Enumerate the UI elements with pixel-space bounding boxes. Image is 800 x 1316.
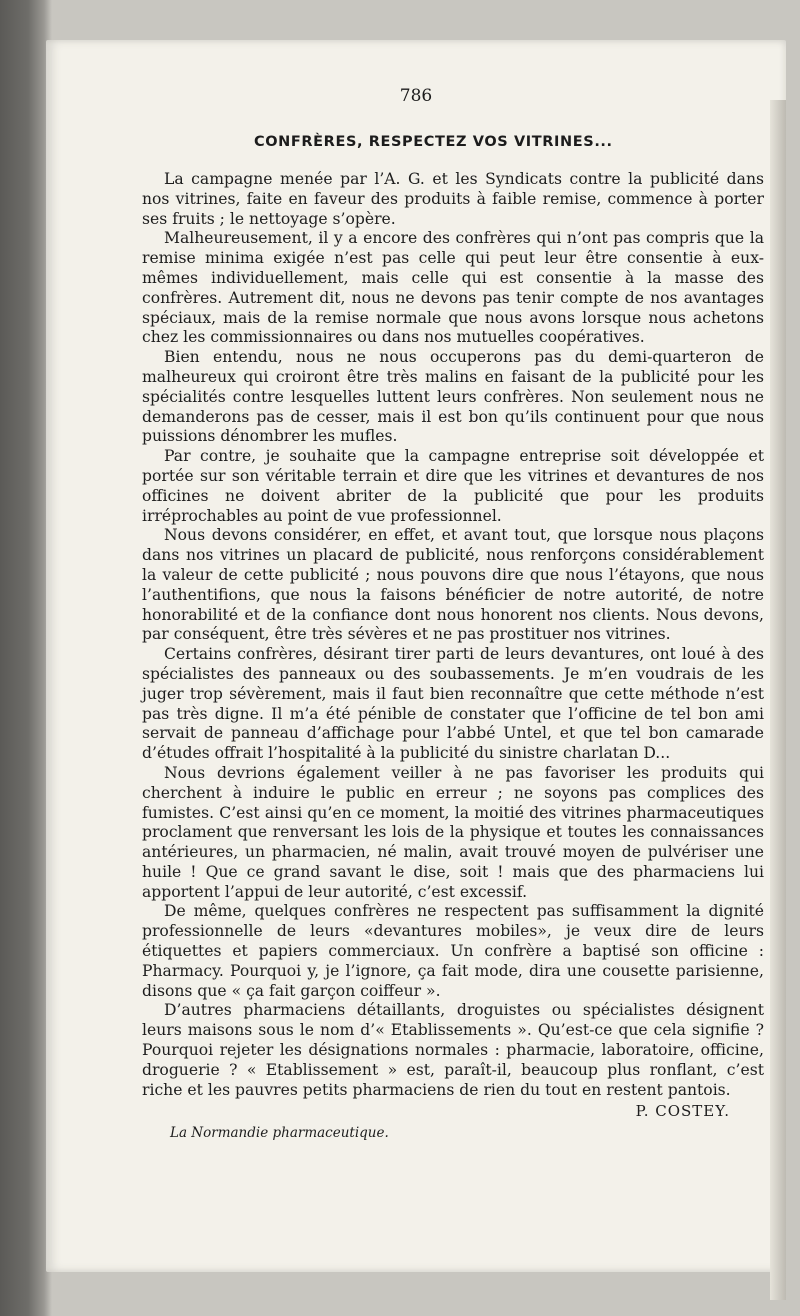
page-edge-shadow	[770, 100, 786, 1300]
author-signature: P. COSTEY.	[635, 1102, 730, 1121]
source-citation: La Normandie pharmaceutique.	[170, 1125, 389, 1142]
paragraph: Bien entendu, nous ne nous occuperons pas du demi-quarteron de malheureux qui croiront être très malins en faisant de la publicité pour les spécialités contre lesquelles luttent leurs confrères. Non seulement nous ne demanderons pas de cesser, mais il est bon qu’ils continuent pour que nous puissions dénombrer les mufles.	[142, 348, 764, 446]
page-number: 786	[399, 86, 433, 106]
paragraph: Par contre, je souhaite que la campagne entreprise soit développée et portée sur son véritable terrain et dire que les vitrines et devantures de nos officines ne doivent abriter de la publicité que pour les produits irréprochables au point de vue professionnel.	[142, 447, 764, 525]
paragraph: D’autres pharmaciens détaillants, droguistes ou spécialistes désignent leurs maisons sous le nom d’« Etablissements ». Qu’est-ce que cela signifie ? Pourquoi rejeter les désignations normales : pharmacie, laboratoire, officine, droguerie ? « Etablissement » est, paraît-il, beaucoup plus ronflant, c’est riche et les pauvres petits pharmaciens de rien du tout en restent pantois.	[142, 1001, 764, 1099]
paragraph: Nous devrions également veiller à ne pas favoriser les produits qui cherchent à induire le public en erreur ; ne soyons pas complices des fumistes. C’est ainsi qu’en ce moment, la moitié des vitrines pharmaceutiques proclament que renversant les lois de la physique et toutes les connaissances antérieures, un pharmacien, né malin, avait trouvé moyen de pulvériser une huile ! Que ce grand savant le dise, soit ! mais que des pharmaciens lui apportent l’appui de leur autorité, c’est excessif.	[142, 763, 764, 901]
paragraph: La campagne menée par l’A. G. et les Syndicats contre la publicité dans nos vitrines, faite en faveur des produits à faible remise, commence à porter ses fruits ; le nettoyage s’opère.	[142, 170, 764, 228]
paragraph: Malheureusement, il y a encore des confrères qui n’ont pas compris que la remise minima exigée n’est pas celle qui peut leur être consentie à eux-mêmes individuellement, mais celle qui est consentie à la masse des confrères. Autrement dit, nous ne devons pas tenir compte de nos avantages spéciaux, mais de la remise normale que nous avons lorsque nous achetons chez les commissionnaires ou dans nos mutuelles coopératives.	[142, 229, 764, 347]
paragraph: Nous devons considérer, en effet, et avant tout, que lorsque nous plaçons dans nos vitrines un placard de publicité, nous renforçons considérablement la valeur de cette publicité ; nous pouvons dire que nous l’étayons, que nous l’authentifions, que nous la faisons bénéficier de notre autorité, de notre honorabilité et de la confiance dont nous honorent nos clients. Nous devons, par conséquent, être très sévères et ne pas prostituer nos vitrines.	[142, 526, 764, 644]
document-page	[46, 40, 786, 1272]
paragraph: Certains confrères, désirant tirer parti de leurs devantures, ont loué à des spécialistes des panneaux ou des soubassements. Je m’en voudrais de les juger trop sévèrement, mais il faut bien reconnaître que cette méthode n’est pas très digne. Il m’a été pénible de constater que l’officine de tel bon ami servait de panneau d’affichage pour l’abbé Untel, et que tel bon camarade d’études offrait l’hospitalité à la publicité du sinistre charlatan D...	[142, 645, 764, 763]
paragraph: De même, quelques confrères ne respectent pas suffisamment la dignité professionnelle de leurs «devantures mobiles», je veux dire de leurs étiquettes et papiers commerciaux. Un confrère a baptisé son officine : Pharmacy. Pourquoi y, je l’ignore, ça fait mode, dira une cousette parisienne, disons que « ça fait garçon coiffeur ».	[142, 902, 764, 1000]
article-body	[142, 170, 764, 1144]
article-title: CONFRÈRES, RESPECTEZ VOS VITRINES...	[254, 134, 613, 150]
